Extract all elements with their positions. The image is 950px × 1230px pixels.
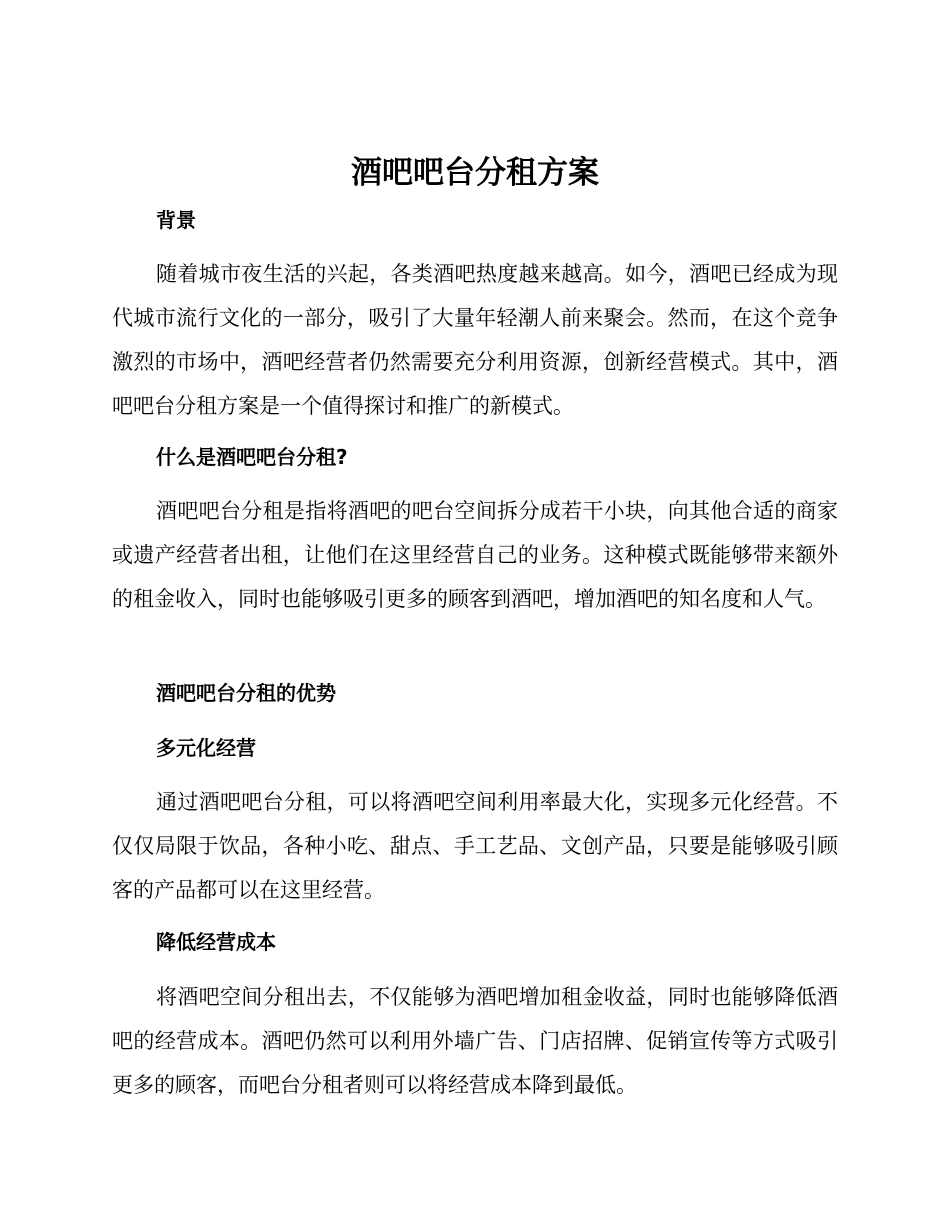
page-title: 酒吧吧台分租方案 [351,155,599,191]
section-paragraph-what-is: 酒吧吧台分租是指将酒吧的吧台空间拆分成若干小块，向其他合适的商家或遗产经营者出租，让他们在这里经营自己的业务。这种模式既能够带来额外的租金收入，同时也能够吸引更多的顾客到酒吧，增加酒吧的知名度和人气。 [112,499,838,611]
section-heading-what-is: 什么是酒吧吧台分租? [156,445,348,469]
section-paragraph-background: 随着城市夜生活的兴起，各类酒吧热度越来越高。如今，酒吧已经成为现代城市流行文化的一部分，吸引了大量年轻潮人前来聚会。然而，在这个竞争激烈的市场中，酒吧经营者仍然需要充分利用资源，创新经营模式。其中，酒吧吧台分租方案是一个值得探讨和推广的新模式。 [112,262,838,418]
section-heading-diversified: 多元化经营 [156,736,256,760]
section-heading-advantages: 酒吧吧台分租的优势 [156,681,336,705]
section-paragraph-reduce-cost: 将酒吧空间分租出去，不仅能够为酒吧增加租金收益，同时也能够降低酒吧的经营成本。酒吧仍然可以利用外墙广告、门店招牌、促销宣传等方式吸引更多的顾客，而吧台分租者则可以将经营成本降到最低。 [112,985,838,1097]
section-paragraph-diversified: 通过酒吧吧台分租，可以将酒吧空间利用率最大化，实现多元化经营。不仅仅局限于饮品，各种小吃、甜点、手工艺品、文创产品，只要是能够吸引顾客的产品都可以在这里经营。 [112,790,838,902]
section-heading-reduce-cost: 降低经营成本 [156,930,276,954]
section-heading-background: 背景 [156,208,196,232]
